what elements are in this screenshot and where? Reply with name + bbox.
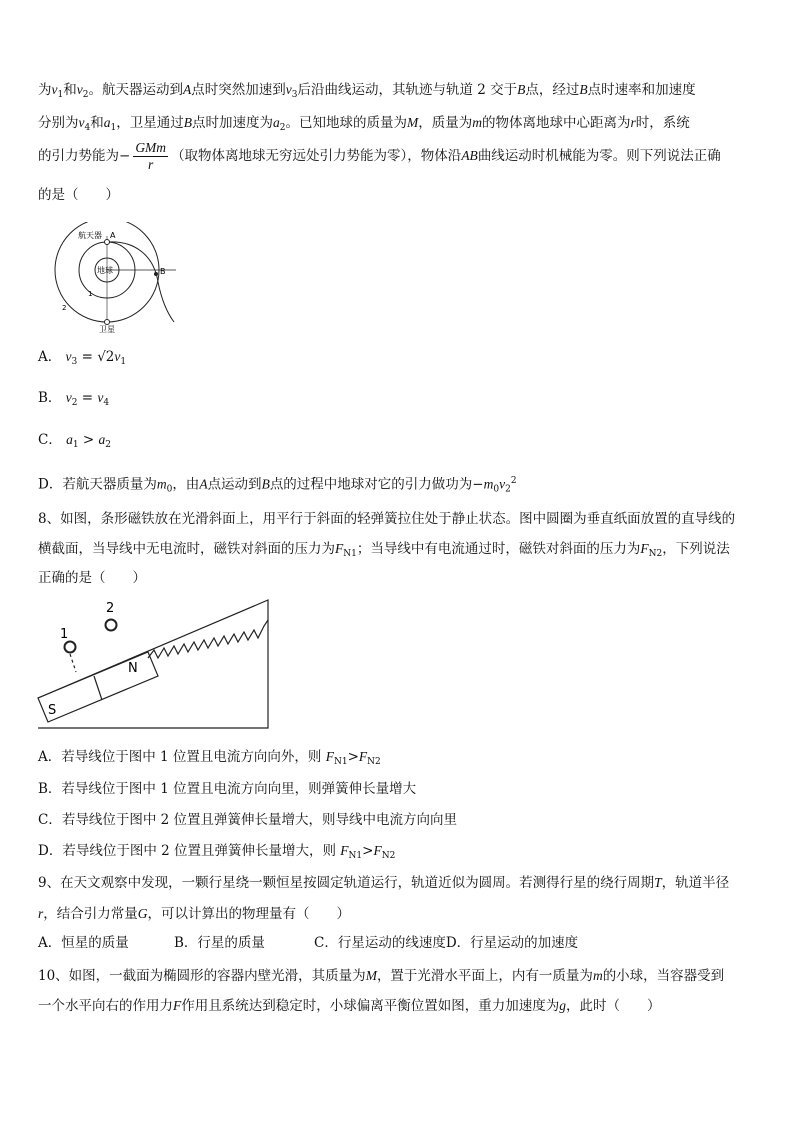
- orbit-diagram: [50, 222, 190, 334]
- satellite-dot: [105, 320, 110, 325]
- wire-position-2: [106, 620, 117, 631]
- label-earth: 地球: [97, 266, 113, 275]
- q7-option-b: B． $v_2 = v_4$: [38, 390, 110, 408]
- label-craft: 航天器: [78, 231, 102, 240]
- q7-line-4: 的是（ ）: [38, 187, 119, 203]
- label-a: A: [110, 231, 116, 240]
- incline-diagram: [36, 596, 276, 732]
- q10-line-2: 一个水平向右的作用力F作用且系统达到稳定时，小球偏离平衡位置如图，重力加速度为g，此时（ ）: [38, 998, 661, 1014]
- q7-line-2: 分别为$v_4$和$a_1$，卫星通过B点时加速度为$a_2$。已知地球的质量为M，质量为m的物体离地球中心距离为r时，系统: [38, 115, 690, 133]
- label-1: 1: [60, 627, 69, 642]
- q7-line-1: 为$v_1$和$v_2$。航天器运动到A点时突然加速到$v_3$后沿曲线运动，其轨迹与轨道 2 交于B点，经过B点时速率和加速度: [38, 82, 696, 100]
- label-satellite: 卫星: [99, 325, 115, 334]
- q7-option-a: A． $v_3 = √2v_1$: [38, 349, 127, 367]
- q9-option-b: B．行星的质量: [174, 935, 265, 951]
- label-orbit-1: 1: [88, 290, 93, 298]
- q8-option-c: C．若导线位于图中 2 位置且弹簧伸长量增大，则导线中电流方向向里: [38, 812, 458, 828]
- potential-fraction: $\frac{\text{GMm}}{r}$: [135, 140, 167, 172]
- q9-options: [38, 934, 578, 952]
- label-b: B: [160, 267, 166, 276]
- label-2: 2: [106, 601, 115, 616]
- q8-option-a: A．若导线位于图中 1 位置且电流方向向外，则 $F_{N1}>F_{N2}$: [38, 749, 381, 767]
- q9-line-2: r，结合引力常量G，可以计算出的物理量有（ ）: [38, 906, 351, 922]
- q9-option-c: C．行星运动的线速度: [314, 935, 446, 951]
- spacecraft-dot: [105, 240, 110, 245]
- q8-line-1: 8、如图，条形磁铁放在光滑斜面上，用平行于斜面的轻弹簧拉住处于静止状态。图中圆圈为垂直纸面放置的直导线的: [38, 511, 736, 527]
- q9-option-d: D．行星运动的加速度: [445, 935, 579, 951]
- q9-option-a: A．恒星的质量: [38, 935, 129, 951]
- q9-line-1: 9、在天文观察中发现，一颗行星绕一颗恒星按圆定轨道运行，轨道近似为圆周。若测得行星的绕行周期T，轨道半径: [38, 875, 730, 891]
- q7-line-3: 的引力势能为− $\frac{\text{GMm}}{r}$ （取物体离地球无穷远处引力势能为零），物体沿AB曲线运动时机械能为零。则下列说法正确: [38, 140, 721, 172]
- q8-option-b: B．若导线位于图中 1 位置且电流方向向里，则弹簧伸长量增大: [38, 781, 417, 797]
- point-b-dot: [154, 272, 158, 276]
- q7-option-c: C． $a_1 > a_2$: [38, 432, 112, 450]
- label-n: N: [128, 661, 138, 676]
- wire-indicator: [70, 654, 76, 672]
- label-s: S: [48, 703, 57, 718]
- label-orbit-2: 2: [62, 304, 67, 312]
- magnet-divider: [94, 676, 102, 700]
- q8-line-2: 横截面，当导线中无电流时，磁铁对斜面的压力为$F_{N1}$；当导线中有电流通过时，磁铁对斜面的压力为$F_{N2}$，下列说法: [38, 541, 730, 559]
- q8-option-d: D．若导线位于图中 2 位置且弹簧伸长量增大，则 $F_{N1}>F_{N2}$: [38, 843, 396, 861]
- q7-option-d: D．若航天器质量为$m_0$，由A点运动到B点的过程中地球对它的引力做功为$-m_0v_2^2$: [38, 476, 517, 495]
- wire-position-1: [65, 642, 76, 653]
- q8-line-3: 正确的是（ ）: [38, 570, 146, 586]
- q10-line-1: 10、如图，一截面为椭圆形的容器内壁光滑，其质量为M，置于光滑水平面上，内有一质量为m的小球，当容器受到: [38, 968, 725, 984]
